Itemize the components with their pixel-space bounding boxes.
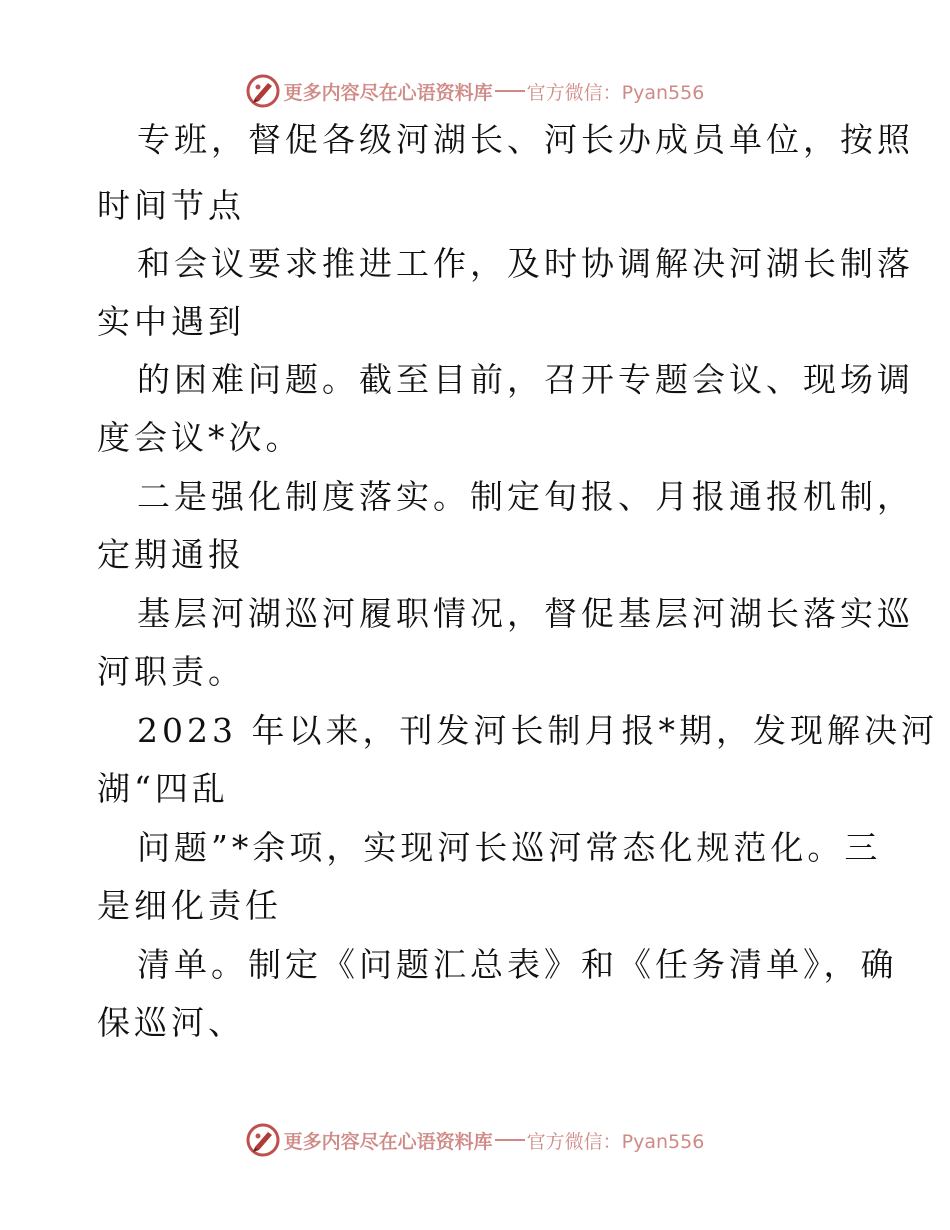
body-line: 二是强化制度落实。制定旬报、月报通报机制，	[137, 477, 914, 516]
footer-brand-text: 更多内容尽在心语资料库	[283, 1130, 493, 1153]
body-line: 问题”*余项，实现河长巡河常态化规范化。三	[137, 828, 882, 867]
body-line: 和会议要求推进工作，及时协调解决河湖长制落	[137, 244, 914, 283]
body-line: 湖“四乱	[97, 769, 229, 808]
body-line: 是细化责任	[97, 886, 282, 925]
header-dash	[495, 90, 525, 92]
body-line: 时间节点	[97, 186, 245, 225]
brand-logo-icon	[246, 1123, 280, 1157]
header-wechat-text: 官方微信：Pyan556	[526, 81, 705, 104]
body-line: 的困难问题。截至目前，召开专题会议、现场调	[137, 360, 914, 399]
body-line: 河职责。	[97, 652, 245, 691]
header-brand-text: 更多内容尽在心语资料库	[283, 81, 493, 104]
body-line: 2023 年以来，刊发河长制月报*期，发现解决河	[137, 711, 938, 750]
body-line: 定期通报	[97, 535, 245, 574]
body-line: 保巡河、	[97, 1003, 245, 1042]
body-line: 度会议*次。	[97, 418, 303, 457]
body-line: 实中遇到	[97, 302, 245, 341]
brand-logo-icon	[246, 74, 280, 108]
body-line: 基层河湖巡河履职情况，督促基层河湖长落实巡	[137, 594, 914, 633]
footer-wechat-text: 官方微信：Pyan556	[526, 1130, 705, 1153]
body-line: 清单。制定《问题汇总表》和《任务清单》，确	[137, 945, 898, 984]
body-line: 专班，督促各级河湖长、河长办成员单位，按照	[137, 120, 914, 159]
footer-dash	[495, 1139, 525, 1141]
footer-banner	[0, 1120, 950, 1160]
header-banner	[0, 71, 950, 111]
